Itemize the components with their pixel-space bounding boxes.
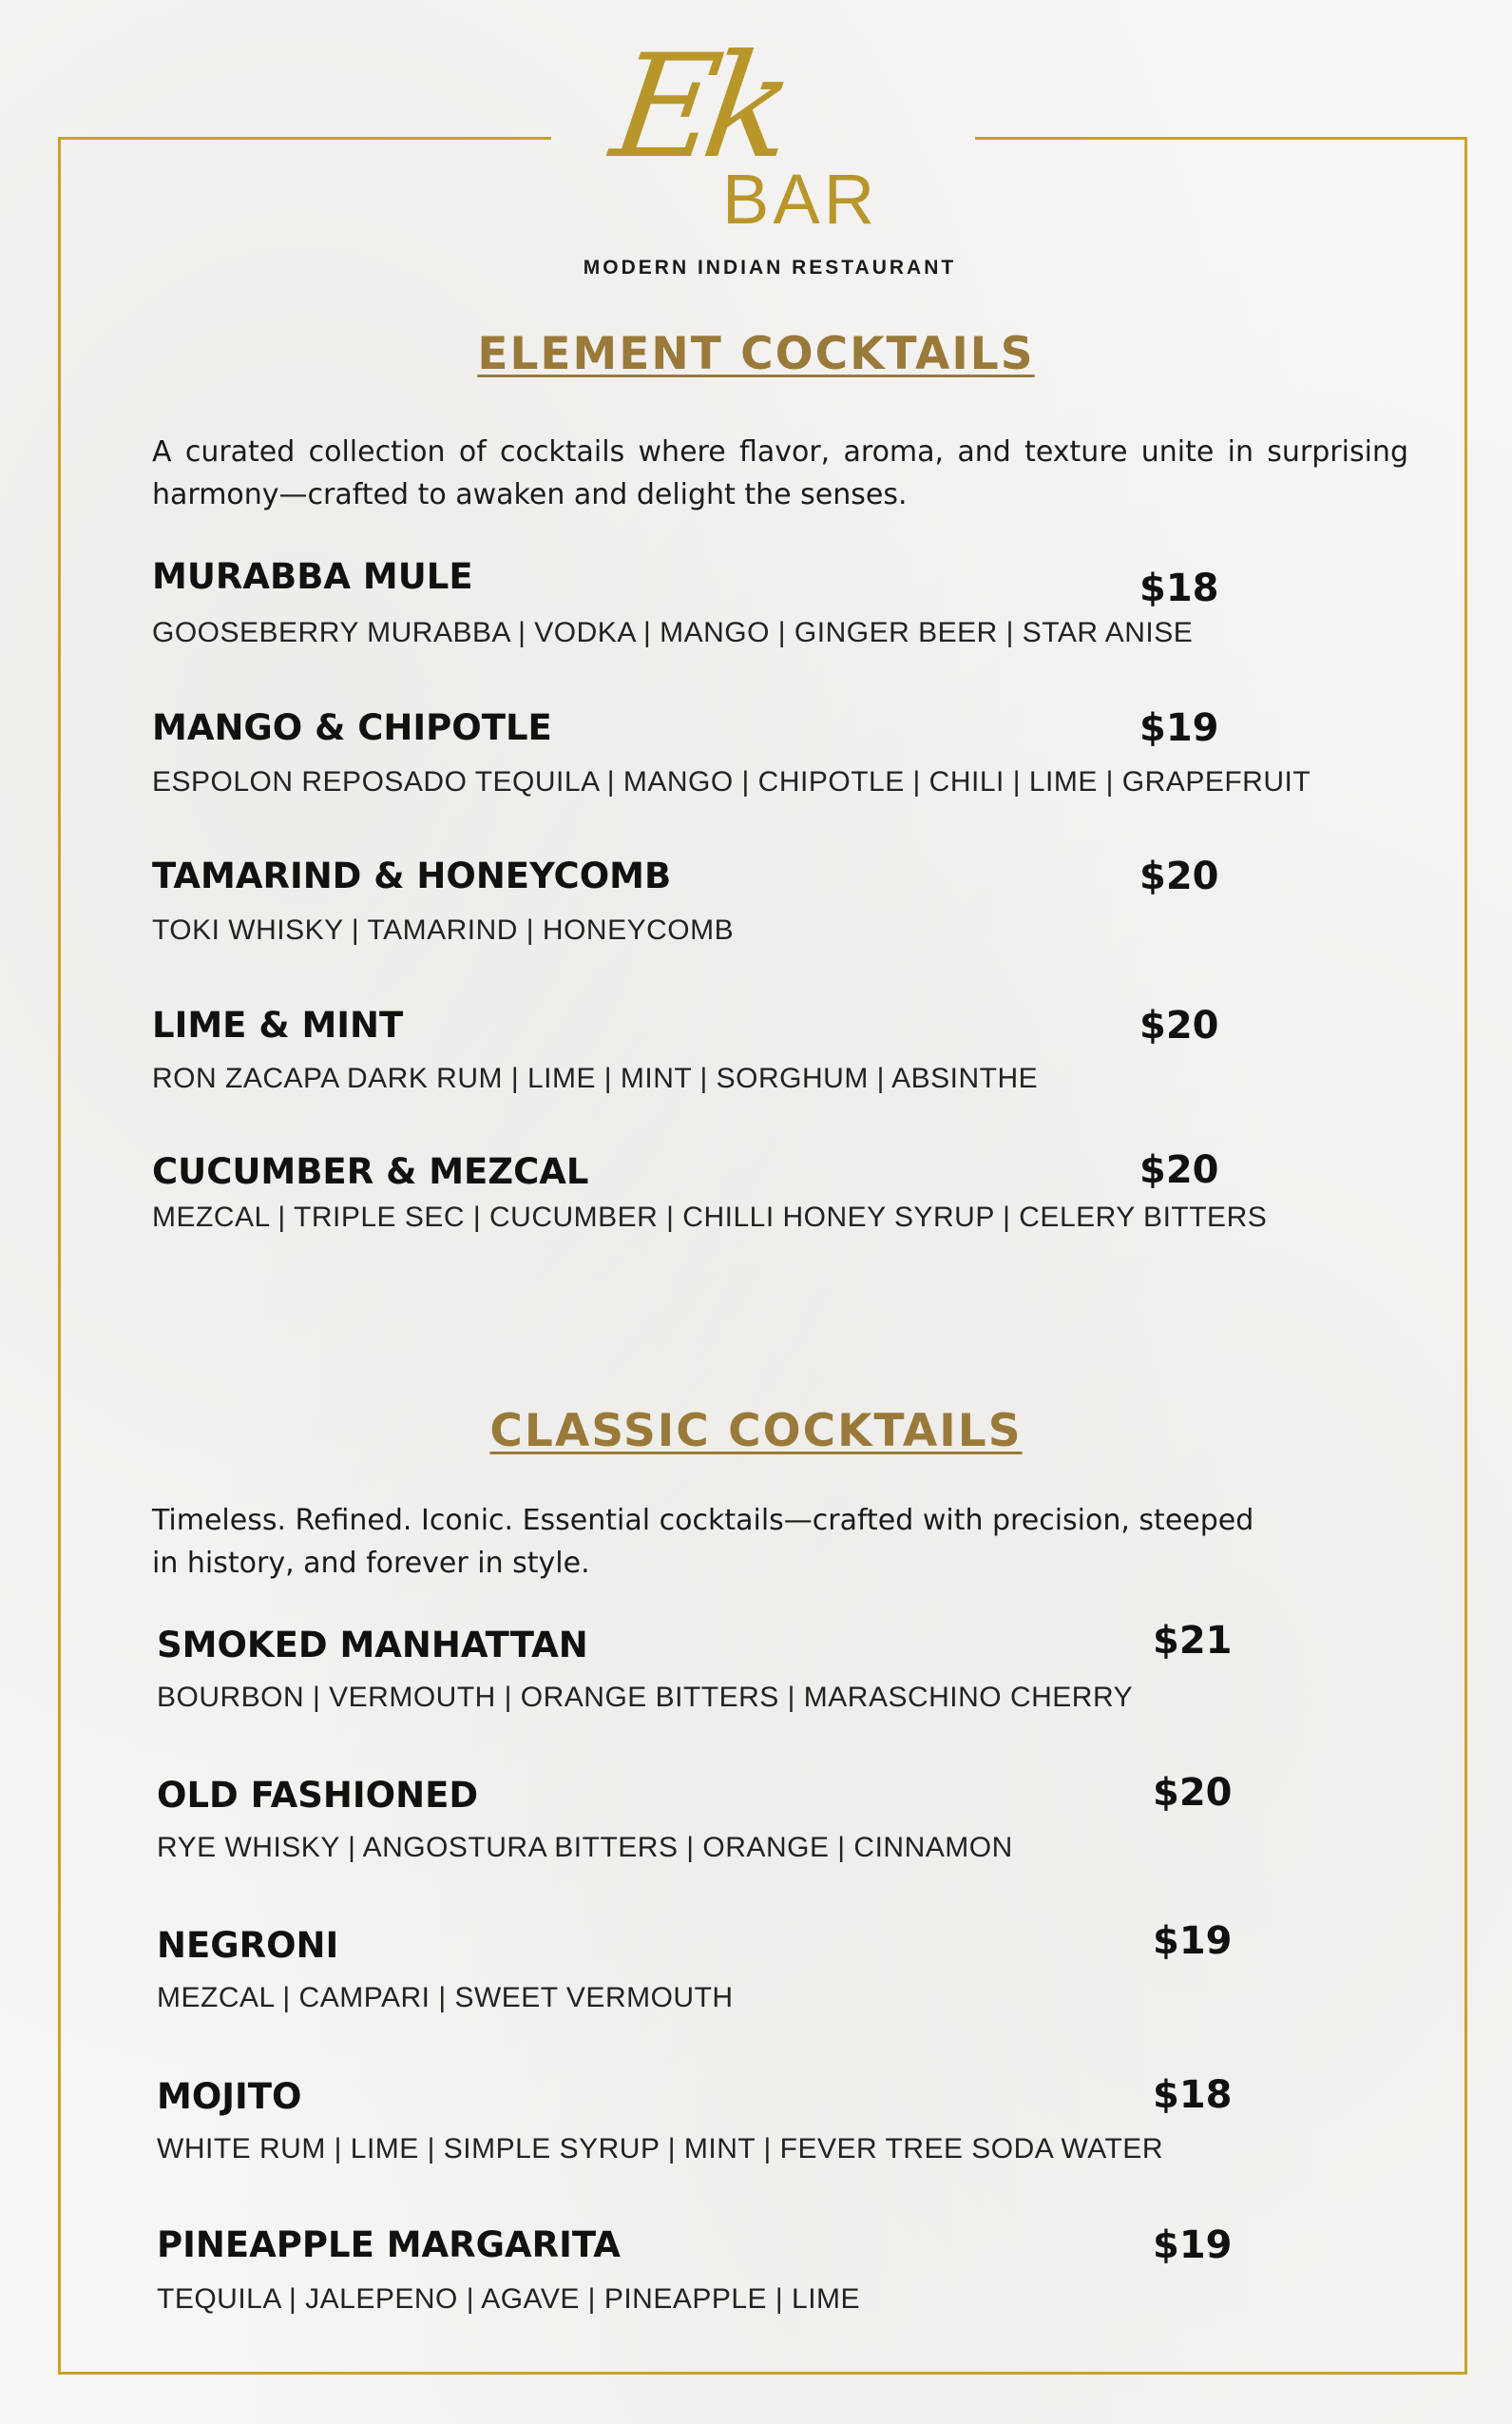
menu-item-name: MURABBA MULE xyxy=(152,556,473,597)
menu-item-ingredients: RYE WHISKY | ANGOSTURA BITTERS | ORANGE | CINNAMON xyxy=(157,1832,1013,1863)
menu-item-price: $19 xyxy=(1139,706,1219,750)
menu-item-ingredients: BOURBON | VERMOUTH | ORANGE BITTERS | MARASCHINO CHERRY xyxy=(157,1682,1134,1713)
menu-item-price: $19 xyxy=(1153,2223,1233,2267)
frame-left xyxy=(58,137,61,2375)
menu-item-ingredients: WHITE RUM | LIME | SIMPLE SYRUP | MINT | FEVER TREE SODA WATER xyxy=(157,2133,1163,2164)
frame-top-right xyxy=(975,137,1467,140)
menu-item-ingredients: MEZCAL | CAMPARI | SWEET VERMOUTH xyxy=(157,1982,734,2013)
menu-item-price: $20 xyxy=(1139,1004,1219,1048)
menu-item-ingredients: TOKI WHISKY | TAMARIND | HONEYCOMB xyxy=(152,914,735,946)
menu-item-ingredients: GOOSEBERRY MURABBA | VODKA | MANGO | GINGER BEER | STAR ANISE xyxy=(152,617,1194,648)
element-intro: A curated collection of cocktails where flavor, aroma, and texture unite in surprising harmony—crafted to awaken and delight the senses. xyxy=(152,435,1408,511)
menu-item-name: MOJITO xyxy=(157,2076,302,2117)
menu-item-name: SMOKED MANHATTAN xyxy=(157,1625,588,1665)
restaurant-subtitle: MODERN INDIAN RESTAURANT xyxy=(583,257,957,279)
frame-top-left xyxy=(58,137,551,140)
menu-item-name: MANGO & CHIPOTLE xyxy=(152,707,552,748)
frame-right xyxy=(1464,137,1467,2375)
menu-item-ingredients: RON ZACAPA DARK RUM | LIME | MINT | SORGHUM | ABSINTHE xyxy=(152,1063,1039,1094)
classic-section-title: CLASSIC COCKTAILS xyxy=(489,1405,1023,1457)
menu-item-name: OLD FASHIONED xyxy=(157,1775,479,1816)
menu-item-name: TAMARIND & HONEYCOMB xyxy=(152,856,672,896)
menu-item-ingredients: MEZCAL | TRIPLE SEC | CUCUMBER | CHILLI HONEY SYRUP | CELERY BITTERS xyxy=(152,1202,1268,1233)
menu-item-name: PINEAPPLE MARGARITA xyxy=(157,2224,621,2265)
menu-item-price: $20 xyxy=(1139,855,1219,898)
menu-item-price: $20 xyxy=(1153,1771,1233,1815)
menu-item-ingredients: ESPOLON REPOSADO TEQUILA | MANGO | CHIPOTLE | CHILI | LIME | GRAPEFRUIT xyxy=(152,766,1311,798)
classic-intro: Timeless. Refined. Iconic. Essential cocktails—crafted with precision, steeped in history, and forever in style. xyxy=(152,1504,1254,1580)
menu-item-price: $18 xyxy=(1153,2073,1233,2117)
menu-item-price: $21 xyxy=(1153,1619,1233,1663)
menu-item-ingredients: TEQUILA | JALEPENO | AGAVE | PINEAPPLE | LIME xyxy=(157,2283,861,2315)
menu-item-name: CUCUMBER & MEZCAL xyxy=(152,1151,589,1192)
menu-item-name: NEGRONI xyxy=(157,1925,339,1966)
logo-script: Ek xyxy=(603,25,791,190)
menu-item-price: $18 xyxy=(1139,567,1219,610)
menu-item-price: $20 xyxy=(1139,1148,1219,1192)
logo-word: BAR xyxy=(722,160,879,239)
element-section-title: ELEMENT COCKTAILS xyxy=(477,328,1035,380)
menu-item-name: LIME & MINT xyxy=(152,1005,404,1046)
frame-bottom xyxy=(58,2372,1467,2375)
menu-item-price: $19 xyxy=(1153,1919,1233,1963)
